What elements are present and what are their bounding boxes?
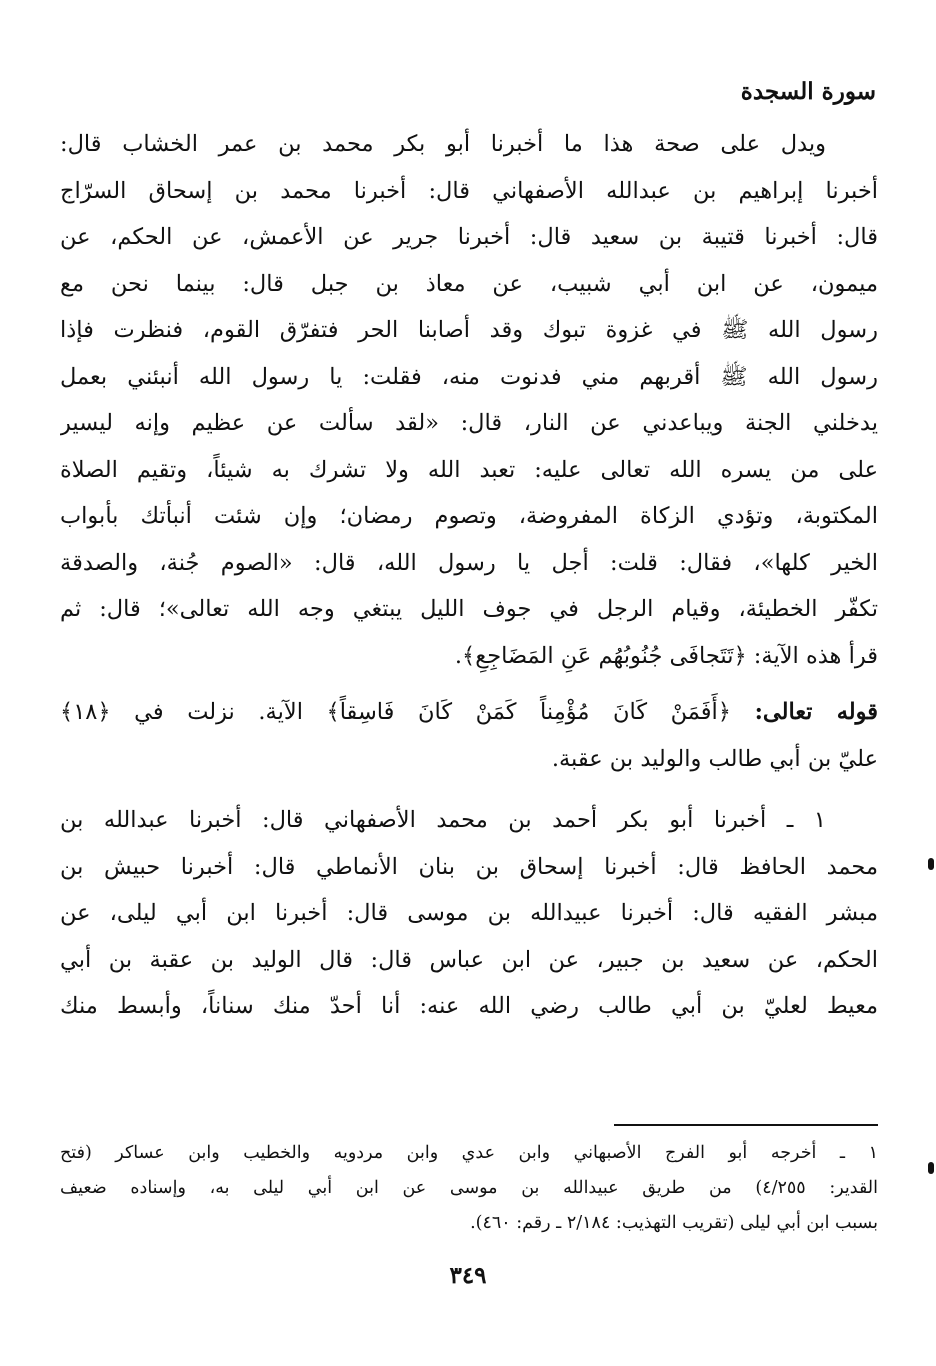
text-line: المكتوبة، وتؤدي الزكاة المفروضة، وتصوم رمضان؛ وإن شئت أنبأتك بأبواب [60,503,878,529]
text-line: رسول الله ﷺ في غزوة تبوك وقد أصابنا الحر فتفرّق القوم، فنظرت فإذا [60,317,878,343]
text-line: الحكم، عن سعيد بن جبير، عن ابن عباس قال: قال الوليد بن عقبة بن أبي [60,946,878,973]
footnote-line: القدير: ٤/٢٥٥) من طريق عبيدالله بن موسى عن ابن أبي ليلى به، وإسناده ضعيف [60,1178,878,1198]
paragraph-verse-18 [60,689,878,782]
margin-mark [928,858,934,870]
verse-text: ﴿أَفَمَنْ كَانَ مُؤْمِناً كَمَنْ كَانَ فَاسِقاً﴾ الآية. نزلت في ﴿١٨﴾ [60,699,731,725]
footnotes [60,1136,878,1241]
text-line: معيط لعليّ بن أبي طالب رضي الله عنه: أنا أحدّ منك سناناً، وأبسط منك [60,993,878,1019]
paragraph-narration-1 [60,797,878,1030]
verse-line [60,689,878,736]
text-line: ويدل على صحة هذا ما أخبرنا أبو بكر محمد بن عمر الخشاب قال: [60,131,826,157]
text-line: رسول الله ﷺ أقربهم مني فدنوت منه، فقلت: يا رسول الله أنبئني بعمل [60,363,878,390]
margin-mark [928,1162,934,1174]
paragraph-hadith-muadh [60,121,878,679]
text-line: قال: أخبرنا قتيبة بن سعيد قال: أخبرنا جرير عن الأعمش، عن الحكم، عن [60,224,878,250]
text-line: ١ ـ أخبرنا أبو بكر أحمد بن محمد الأصفهاني قال: أخبرنا عبدالله بن [60,807,826,833]
text-line: عليّ بن أبي طالب والوليد بن عقبة. [551,745,878,772]
verse-lead-text: قوله تعالى: [754,699,878,725]
text-line: أخبرنا إبراهيم بن عبدالله الأصفهاني قال: أخبرنا محمد بن إسحاق السرّاج [60,177,878,204]
text-line: تكفّر الخطيئة، وقيام الرجل في جوف الليل يبتغي وجه الله تعالى»؛ قال: ثم [60,596,878,622]
text-line: مبشر الفقيه قال: أخبرنا عبيدالله بن موسى قال: أخبرنا ابن أبي ليلى، عن [60,900,878,926]
text-line: قرأ هذه الآية: ﴿تَتَجافَى جُنُوبُهُم عَنِ المَضَاجِعِ﴾. [454,642,878,669]
page-number: ٣٤٩ [449,1262,487,1289]
footnote-line: بسبب ابن أبي ليلى (تقريب التهذيب: ٢/١٨٤ ـ رقم: ٤٦٠). [470,1213,878,1233]
text-line: على من يسره الله تعالى عليه: تعبد الله ولا تشرك به شيئاً، وتقيم الصلاة [60,456,878,483]
page-header-surah-title: سورة السجدة [740,78,876,105]
text-line: ميمون، عن ابن أبي شبيب، عن معاذ بن جبل قال: بينما نحن مع [60,270,878,297]
text-line: الخير كلها»، فقال: قلت: أجل يا رسول الله، قال: «الصوم جُنة، والصدقة [60,549,878,576]
text-line: يدخلني الجنة ويباعدني عن النار، قال: «لقد سألت عن عظيم وإنه ليسير [60,410,878,436]
footnote-line: ١ ـ أخرجه أبو الفرج الأصبهاني وابن عدي وابن مردويه والخطيب وابن عساكر (فتح [60,1143,878,1163]
text-line: محمد الحافظ قال: أخبرنا إسحاق بن بنان الأنماطي قال: أخبرنا حبيش بن [60,853,878,880]
footnote-divider [614,1124,878,1126]
